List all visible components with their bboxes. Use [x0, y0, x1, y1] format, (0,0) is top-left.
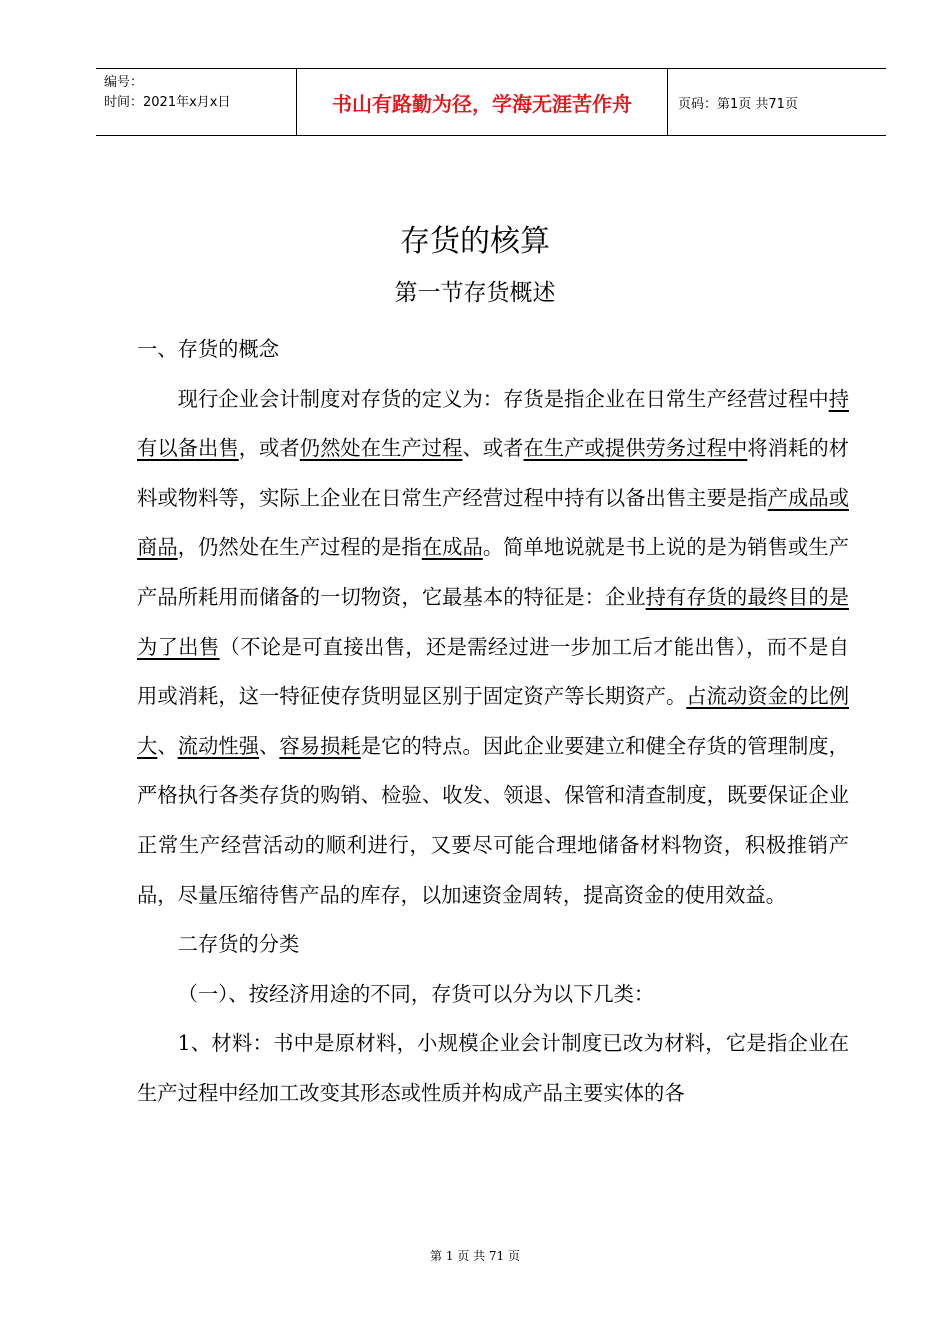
text-run: 现行企业会计制度对存货的定义为：存货是指企业在日常生产经营过程中	[177, 386, 829, 411]
text-run: 、	[259, 733, 280, 758]
page-footer: 第 1 页 共 71 页	[430, 1249, 520, 1263]
heading-classification: 二存货的分类	[177, 932, 300, 957]
number-label: 编号：	[104, 75, 144, 90]
underlined-term: 持有存货的最终目的是为了出售	[137, 584, 849, 659]
text-run: （不论是可直接出售，还是需经过进一步加工后才能出售），而不是自用或消耗，这一特征使存货明显区别于固定资产等长期资产。	[137, 634, 849, 709]
underlined-term: 容易损耗	[279, 733, 361, 758]
text-run: 、	[157, 733, 178, 758]
page-header	[96, 68, 886, 136]
document-body	[137, 325, 849, 1119]
paragraph-materials: 1、材料：书中是原材料，小规模企业会计制度已改为材料，它是指企业在生产过程中经加工改变其形态或性质并构成产品主要实体的各	[137, 1031, 849, 1105]
header-page-info: 页码：第1页 共71页	[678, 96, 798, 112]
header-meta	[96, 69, 297, 135]
time-label: 时间：2021年x月x日	[104, 95, 231, 110]
underlined-term: 在成品	[421, 535, 483, 560]
underlined-term: 流动性强	[177, 733, 260, 758]
text-run: 是它的特点。因此企业要建立和健全存货的管理制度，严格执行各类存货的购销、检验、收发、领退、保管和清查制度，既要保证企业正常生产经营活动的顺利进行，又要尽可能合理地储备材料物资，积极推销产品，尽量压缩待售产品的库存，以加速资金周转，提高资金的使用效益。	[137, 733, 849, 907]
heading-by-use: （一）、按经济用途的不同，存货可以分为以下几类：	[177, 981, 655, 1006]
underlined-term: 占流动资金的比例大	[137, 684, 849, 758]
underlined-term: 仍然处在生产过程	[299, 436, 463, 461]
text-run: ，或者	[238, 436, 300, 461]
text-run: 、或者	[462, 436, 524, 461]
text-run: ，仍然处在生产过程的是指	[177, 535, 422, 560]
underlined-term: 产成品或商品	[137, 485, 849, 560]
text-run: 。简单地说就是书上说的是为销售或生产产品所耗用而储备的一切物资，它最基本的特征是：企业	[137, 535, 849, 609]
underlined-term: 持有以备出售	[137, 386, 849, 461]
header-motto: 书山有路勤为径，学海无涯苦作舟	[297, 69, 668, 135]
paragraph-definition	[137, 375, 849, 921]
document-title: 存货的核算	[400, 224, 550, 259]
section-title: 第一节存货概述	[394, 280, 556, 306]
heading-concept: 一、存货的概念	[137, 337, 279, 361]
underlined-term: 在生产或提供劳务过程中	[523, 436, 748, 461]
text-run: 将消耗的材料或物料等，实际上企业在日常生产经营过程中持有以备出售主要是指	[137, 436, 849, 510]
